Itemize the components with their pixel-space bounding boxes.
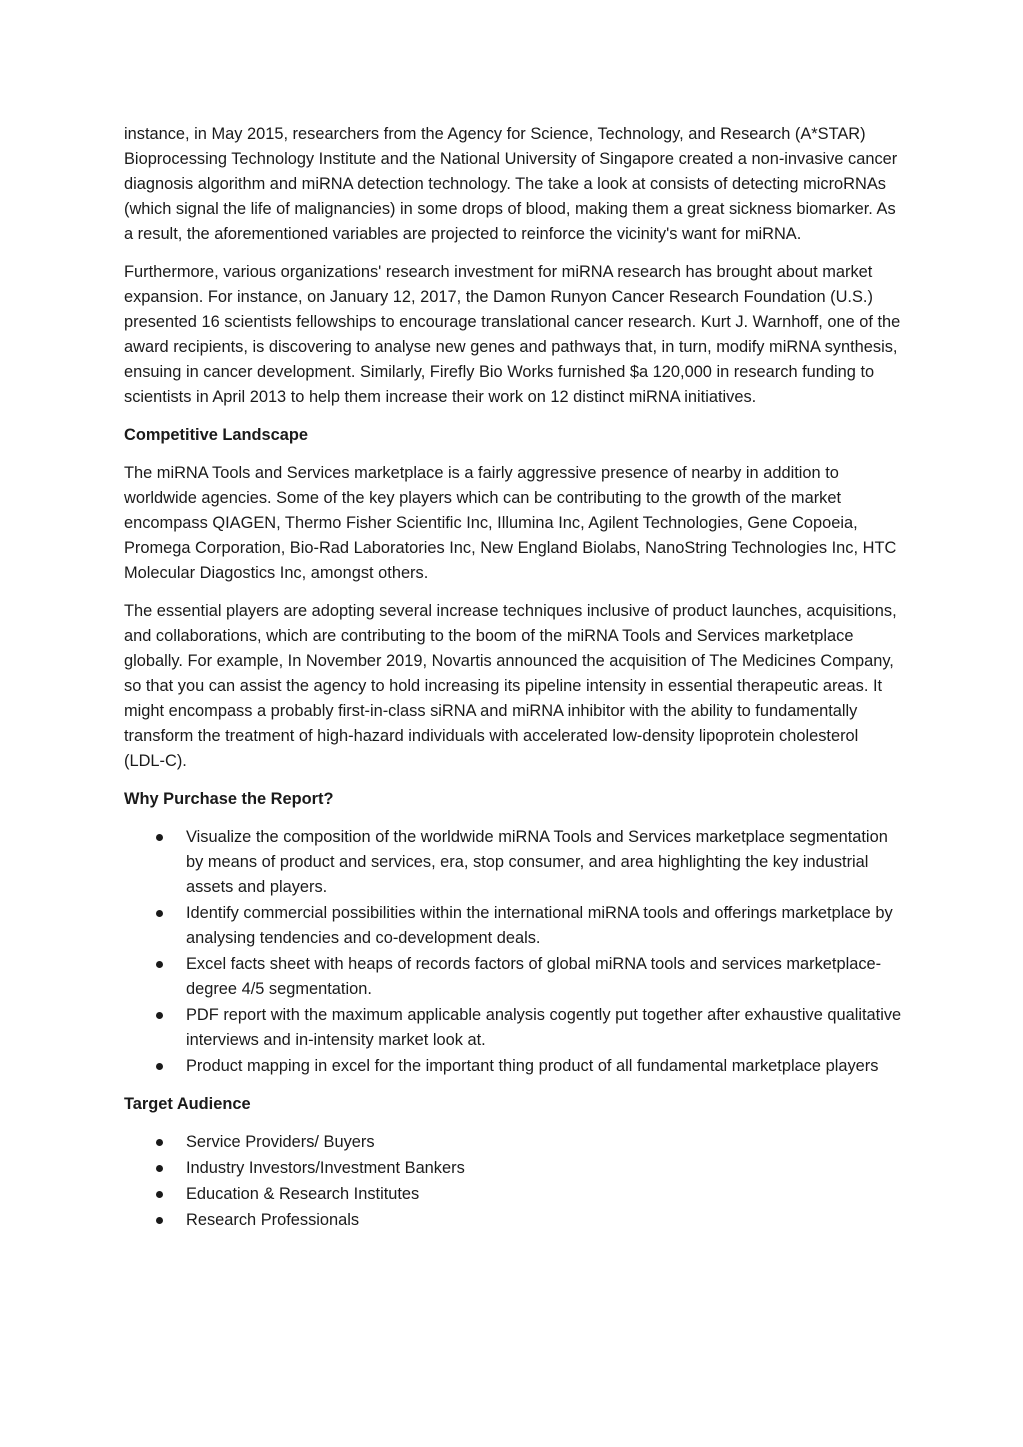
- list-item: [124, 825, 902, 900]
- bullet-icon: [156, 1191, 163, 1198]
- why-purchase-list: [124, 825, 902, 1079]
- list-item: [124, 1130, 902, 1155]
- target-audience-list: [124, 1130, 902, 1233]
- bullet-icon: [156, 1063, 163, 1070]
- list-item: [124, 952, 902, 1002]
- paragraph-key-players: The miRNA Tools and Services marketplace is a fairly aggressive presence of nearby in addition to worldwide agencies. Some of the key players which can be contributing to the growth of the market encompass QIAGEN, Thermo Fisher Scientific Inc, Illumina Inc, Agilent Technologies, Gene Copoeia, Promega Corporation, Bio-Rad Laboratories Inc, New England Biolabs, NanoString Technologies Inc, HTC Molecular Diagostics Inc, amongst others.: [124, 464, 897, 582]
- list-item: [124, 901, 902, 951]
- bullet-icon: [156, 910, 163, 917]
- list-item: [124, 1156, 902, 1181]
- list-item: [124, 1003, 902, 1053]
- heading-why-purchase: Why Purchase the Report?: [124, 790, 334, 808]
- bullet-icon: [156, 1139, 163, 1146]
- bullet-icon: [156, 1217, 163, 1224]
- list-item-text: Industry Investors/Investment Bankers: [186, 1159, 465, 1177]
- heading-competitive-landscape: Competitive Landscape: [124, 426, 308, 444]
- bullet-icon: [156, 834, 163, 841]
- paragraph-research-investment: Furthermore, various organizations' research investment for miRNA research has brought about market expansion. For instance, on January 12, 2017, the Damon Runyon Cancer Research Foundation (U.S.) presented 16 scientists fellowships to encourage translational cancer research. Kurt J. Warnhoff, one of the award recipients, is discovering to analyse new genes and pathways that, in turn, modify miRNA synthesis, ensuing in cancer development. Similarly, Firefly Bio Works furnished $a 120,000 in research funding to scientists in April 2013 to help them increase their work on 12 distinct miRNA initiatives.: [124, 263, 901, 406]
- list-item: [124, 1054, 902, 1079]
- bullet-icon: [156, 1165, 163, 1172]
- document-page: [124, 122, 902, 1246]
- heading-target-audience: Target Audience: [124, 1095, 251, 1113]
- list-item-text: PDF report with the maximum applicable analysis cogently put together after exhaustive qualitative interviews and in-intensity market look at.: [186, 1006, 902, 1049]
- list-item-text: Product mapping in excel for the important thing product of all fundamental marketplace players: [186, 1057, 879, 1075]
- list-item: [124, 1208, 902, 1233]
- list-item-text: Research Professionals: [186, 1211, 360, 1229]
- paragraph-growth-strategies: The essential players are adopting several increase techniques inclusive of product launches, acquisitions, and collaborations, which are contributing to the boom of the miRNA Tools and Services marketplace globally. For example, In November 2019, Novartis announced the acquisition of The Medicines Company, so that you can assist the agency to hold increasing its pipeline intensity in essential therapeutic areas. It might encompass a probably first-in-class siRNA and miRNA inhibitor with the ability to fundamentally transform the treatment of high-hazard individuals with accelerated low-density lipoprotein cholesterol (LDL-C).: [124, 602, 897, 770]
- list-item-text: Visualize the composition of the worldwide miRNA Tools and Services marketplace segmentation by means of product and services, era, stop consumer, and area highlighting the key industrial assets and players.: [186, 828, 888, 896]
- bullet-icon: [156, 961, 163, 968]
- list-item: [124, 1182, 902, 1207]
- paragraph-astar-research: instance, in May 2015, researchers from the Agency for Science, Technology, and Research (A*STAR) Bioprocessing Technology Institute and the National University of Singapore created a non-invasive cancer diagnosis algorithm and miRNA detection technology. The take a look at consists of detecting microRNAs (which signal the life of malignancies) in some drops of blood, making them a great sickness biomarker. As a result, the aforementioned variables are projected to reinforce the vicinity's want for miRNA.: [124, 125, 898, 243]
- list-item-text: Identify commercial possibilities within the international miRNA tools and offerings marketplace by analysing tendencies and co-development deals.: [186, 904, 893, 947]
- list-item-text: Excel facts sheet with heaps of records factors of global miRNA tools and services marketplace-degree 4/5 segmentation.: [186, 955, 882, 998]
- list-item-text: Service Providers/ Buyers: [186, 1133, 375, 1151]
- list-item-text: Education & Research Institutes: [186, 1185, 420, 1203]
- bullet-icon: [156, 1012, 163, 1019]
